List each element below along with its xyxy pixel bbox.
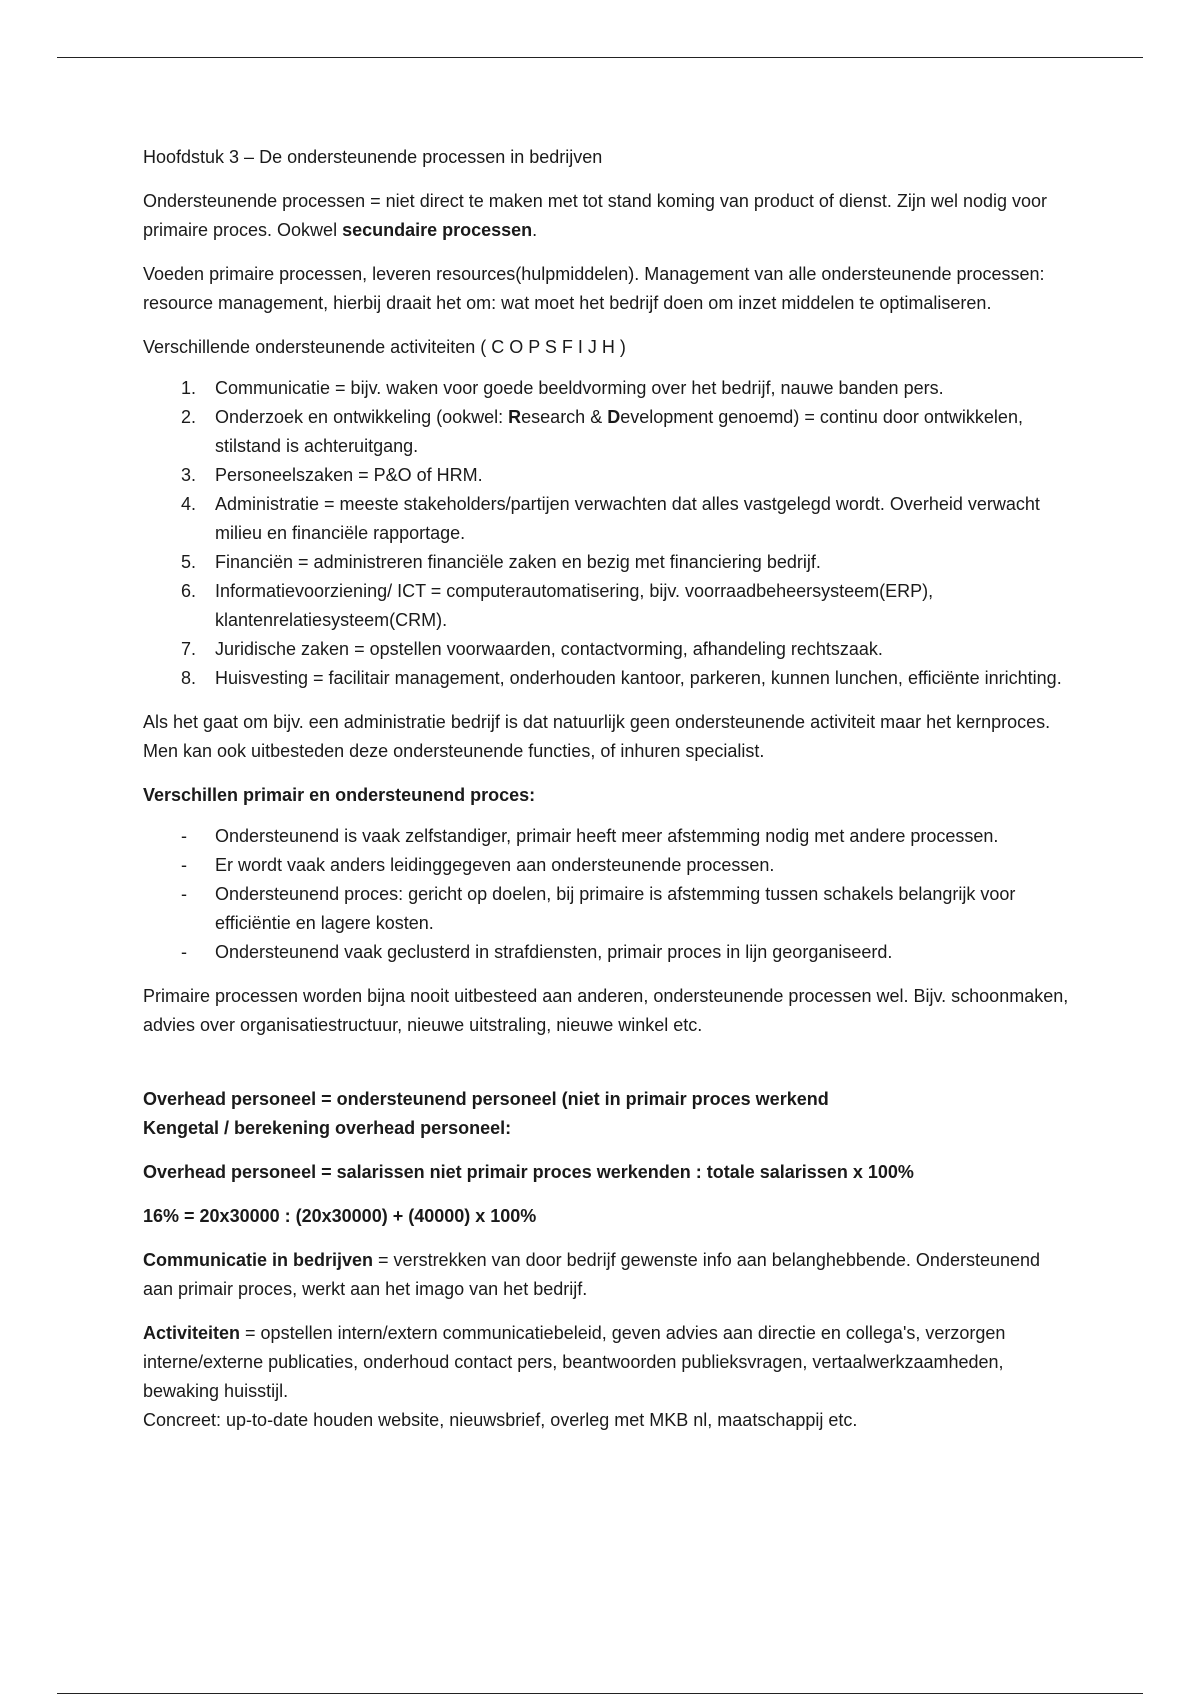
intro-bold-term: secundaire processen [342, 220, 533, 240]
differences-list [143, 822, 1073, 967]
list-number: 8. [181, 668, 197, 688]
activities-list [143, 374, 1073, 693]
list-number: 4. [181, 494, 197, 514]
bottom-rule [57, 1693, 1143, 1694]
communication-term: Communicatie in bedrijven [143, 1250, 374, 1270]
list-item [143, 851, 1073, 880]
list-item [143, 374, 1073, 403]
list-item [143, 577, 1073, 635]
list-item [143, 548, 1073, 577]
chapter-heading: Hoofdstuk 3 – De ondersteunende processen in bedrijven [143, 147, 603, 167]
list-text: Personeelszaken = P&O of HRM. [215, 465, 483, 485]
activities-intro: Verschillende ondersteunende activiteiten ( C O P S F I J H ) [143, 337, 626, 357]
list-text: Communicatie = bijv. waken voor goede beeldvorming over het bedrijf, nauwe banden pers. [215, 378, 944, 398]
list-number: 7. [181, 639, 197, 659]
list-text: Administratie = meeste stakeholders/partijen verwachten dat alles vastgelegd wordt. Overheid verwacht milieu en financiële rapportage. [215, 494, 1040, 543]
list-text: Huisvesting = facilitair management, onderhouden kantoor, parkeren, kunnen lunchen, efficiënte inrichting. [215, 668, 1062, 688]
overhead-line-1: Overhead personeel = ondersteunend personeel (niet in primair proces werkend [143, 1089, 829, 1109]
list-number: 1. [181, 378, 197, 398]
list-item [143, 490, 1073, 548]
list-bold-d: D [607, 407, 621, 427]
activities-paragraph [143, 1319, 1073, 1435]
outsourcing-paragraph: Primaire processen worden bijna nooit uitbesteed aan anderen, ondersteunende processen wel. Bijv. schoonmaken, advies over organisatiestructuur, nieuwe uitstraling, nieuwe winkel etc. [143, 986, 1069, 1035]
spacer [143, 1055, 1073, 1085]
concrete-text: Concreet: up-to-date houden website, nieuwsbrief, overleg met MKB nl, maatschappij etc. [143, 1410, 858, 1430]
list-item [143, 403, 1073, 461]
list-number: 6. [181, 581, 197, 601]
list-dash: - [181, 942, 187, 962]
intro-end: . [532, 220, 538, 240]
resources-paragraph: Voeden primaire processen, leveren resources(hulpmiddelen). Management van alle ondersteunende processen: resource management, hierbij draait het om: wat moet het bedrijf doen om inzet middelen te optimaliseren. [143, 264, 1045, 313]
list-text-mid: esearch & [521, 407, 608, 427]
document-body [143, 143, 1073, 1450]
list-text-pre: Onderzoek en ontwikkeling (ookwel: [215, 407, 509, 427]
list-item [143, 938, 1073, 967]
list-number: 2. [181, 407, 197, 427]
list-dash: - [181, 855, 187, 875]
activities-term: Activiteiten [143, 1323, 241, 1343]
list-text: Financiën = administreren financiële zaken en bezig met financiering bedrijf. [215, 552, 821, 572]
overhead-definition [143, 1085, 1073, 1143]
activities-text: = opstellen intern/extern communicatiebeleid, geven advies aan directie en collega's, verzorgen interne/externe publicaties, onderhoud contact pers, beantwoorden publieksvragen, vertaalwerkzaamheden, bewaking huisstijl. [143, 1323, 1006, 1401]
list-item [143, 664, 1073, 693]
overhead-formula: Overhead personeel = salarissen niet primair proces werkenden : totale salarissen x 100% [143, 1162, 914, 1182]
list-text: Juridische zaken = opstellen voorwaarden, contactvorming, afhandeling rechtszaak. [215, 639, 883, 659]
list-item [143, 635, 1073, 664]
list-bold-r: R [508, 407, 522, 427]
list-text: Ondersteunend vaak geclusterd in strafdiensten, primair proces in lijn georganiseerd. [215, 942, 893, 962]
list-dash: - [181, 826, 187, 846]
communication-text: = verstrekken van door bedrijf gewenste info aan belanghebbende. Ondersteunend aan primair proces, werkt aan het imago van het bedrijf. [143, 1250, 1041, 1299]
differences-heading: Verschillen primair en ondersteunend proces: [143, 785, 536, 805]
list-text: Er wordt vaak anders leidinggegeven aan ondersteunende processen. [215, 855, 775, 875]
list-number: 3. [181, 465, 197, 485]
intro-paragraph [143, 187, 1073, 245]
list-text: Ondersteunend is vaak zelfstandiger, primair heeft meer afstemming nodig met andere processen. [215, 826, 999, 846]
list-text: Ondersteunend proces: gericht op doelen, bij primaire is afstemming tussen schakels belangrijk voor efficiëntie en lagere kosten. [215, 884, 1016, 933]
list-item [143, 822, 1073, 851]
list-dash: - [181, 884, 187, 904]
top-rule [57, 57, 1143, 58]
list-number: 5. [181, 552, 197, 572]
overhead-example: 16% = 20x30000 : (20x30000) + (40000) x 100% [143, 1206, 537, 1226]
administration-paragraph: Als het gaat om bijv. een administratie bedrijf is dat natuurlijk geen ondersteunende activiteit maar het kernproces. Men kan ook uitbesteden deze ondersteunende functies, of inhuren specialist. [143, 712, 1051, 761]
list-item [143, 880, 1073, 938]
list-text-post: evelopment genoemd) = continu door ontwikkelen, stilstand is achteruitgang. [215, 407, 1023, 456]
list-item [143, 461, 1073, 490]
overhead-line-2: Kengetal / berekening overhead personeel: [143, 1118, 512, 1138]
intro-text: Ondersteunende processen = niet direct te maken met tot stand koming van product of dienst. Zijn wel nodig voor primaire proces. Ookwel [143, 191, 1048, 240]
list-text: Informatievoorziening/ ICT = computerautomatisering, bijv. voorraadbeheersysteem(ERP), klantenrelatiesysteem(CRM). [215, 581, 934, 630]
communication-paragraph [143, 1246, 1073, 1304]
